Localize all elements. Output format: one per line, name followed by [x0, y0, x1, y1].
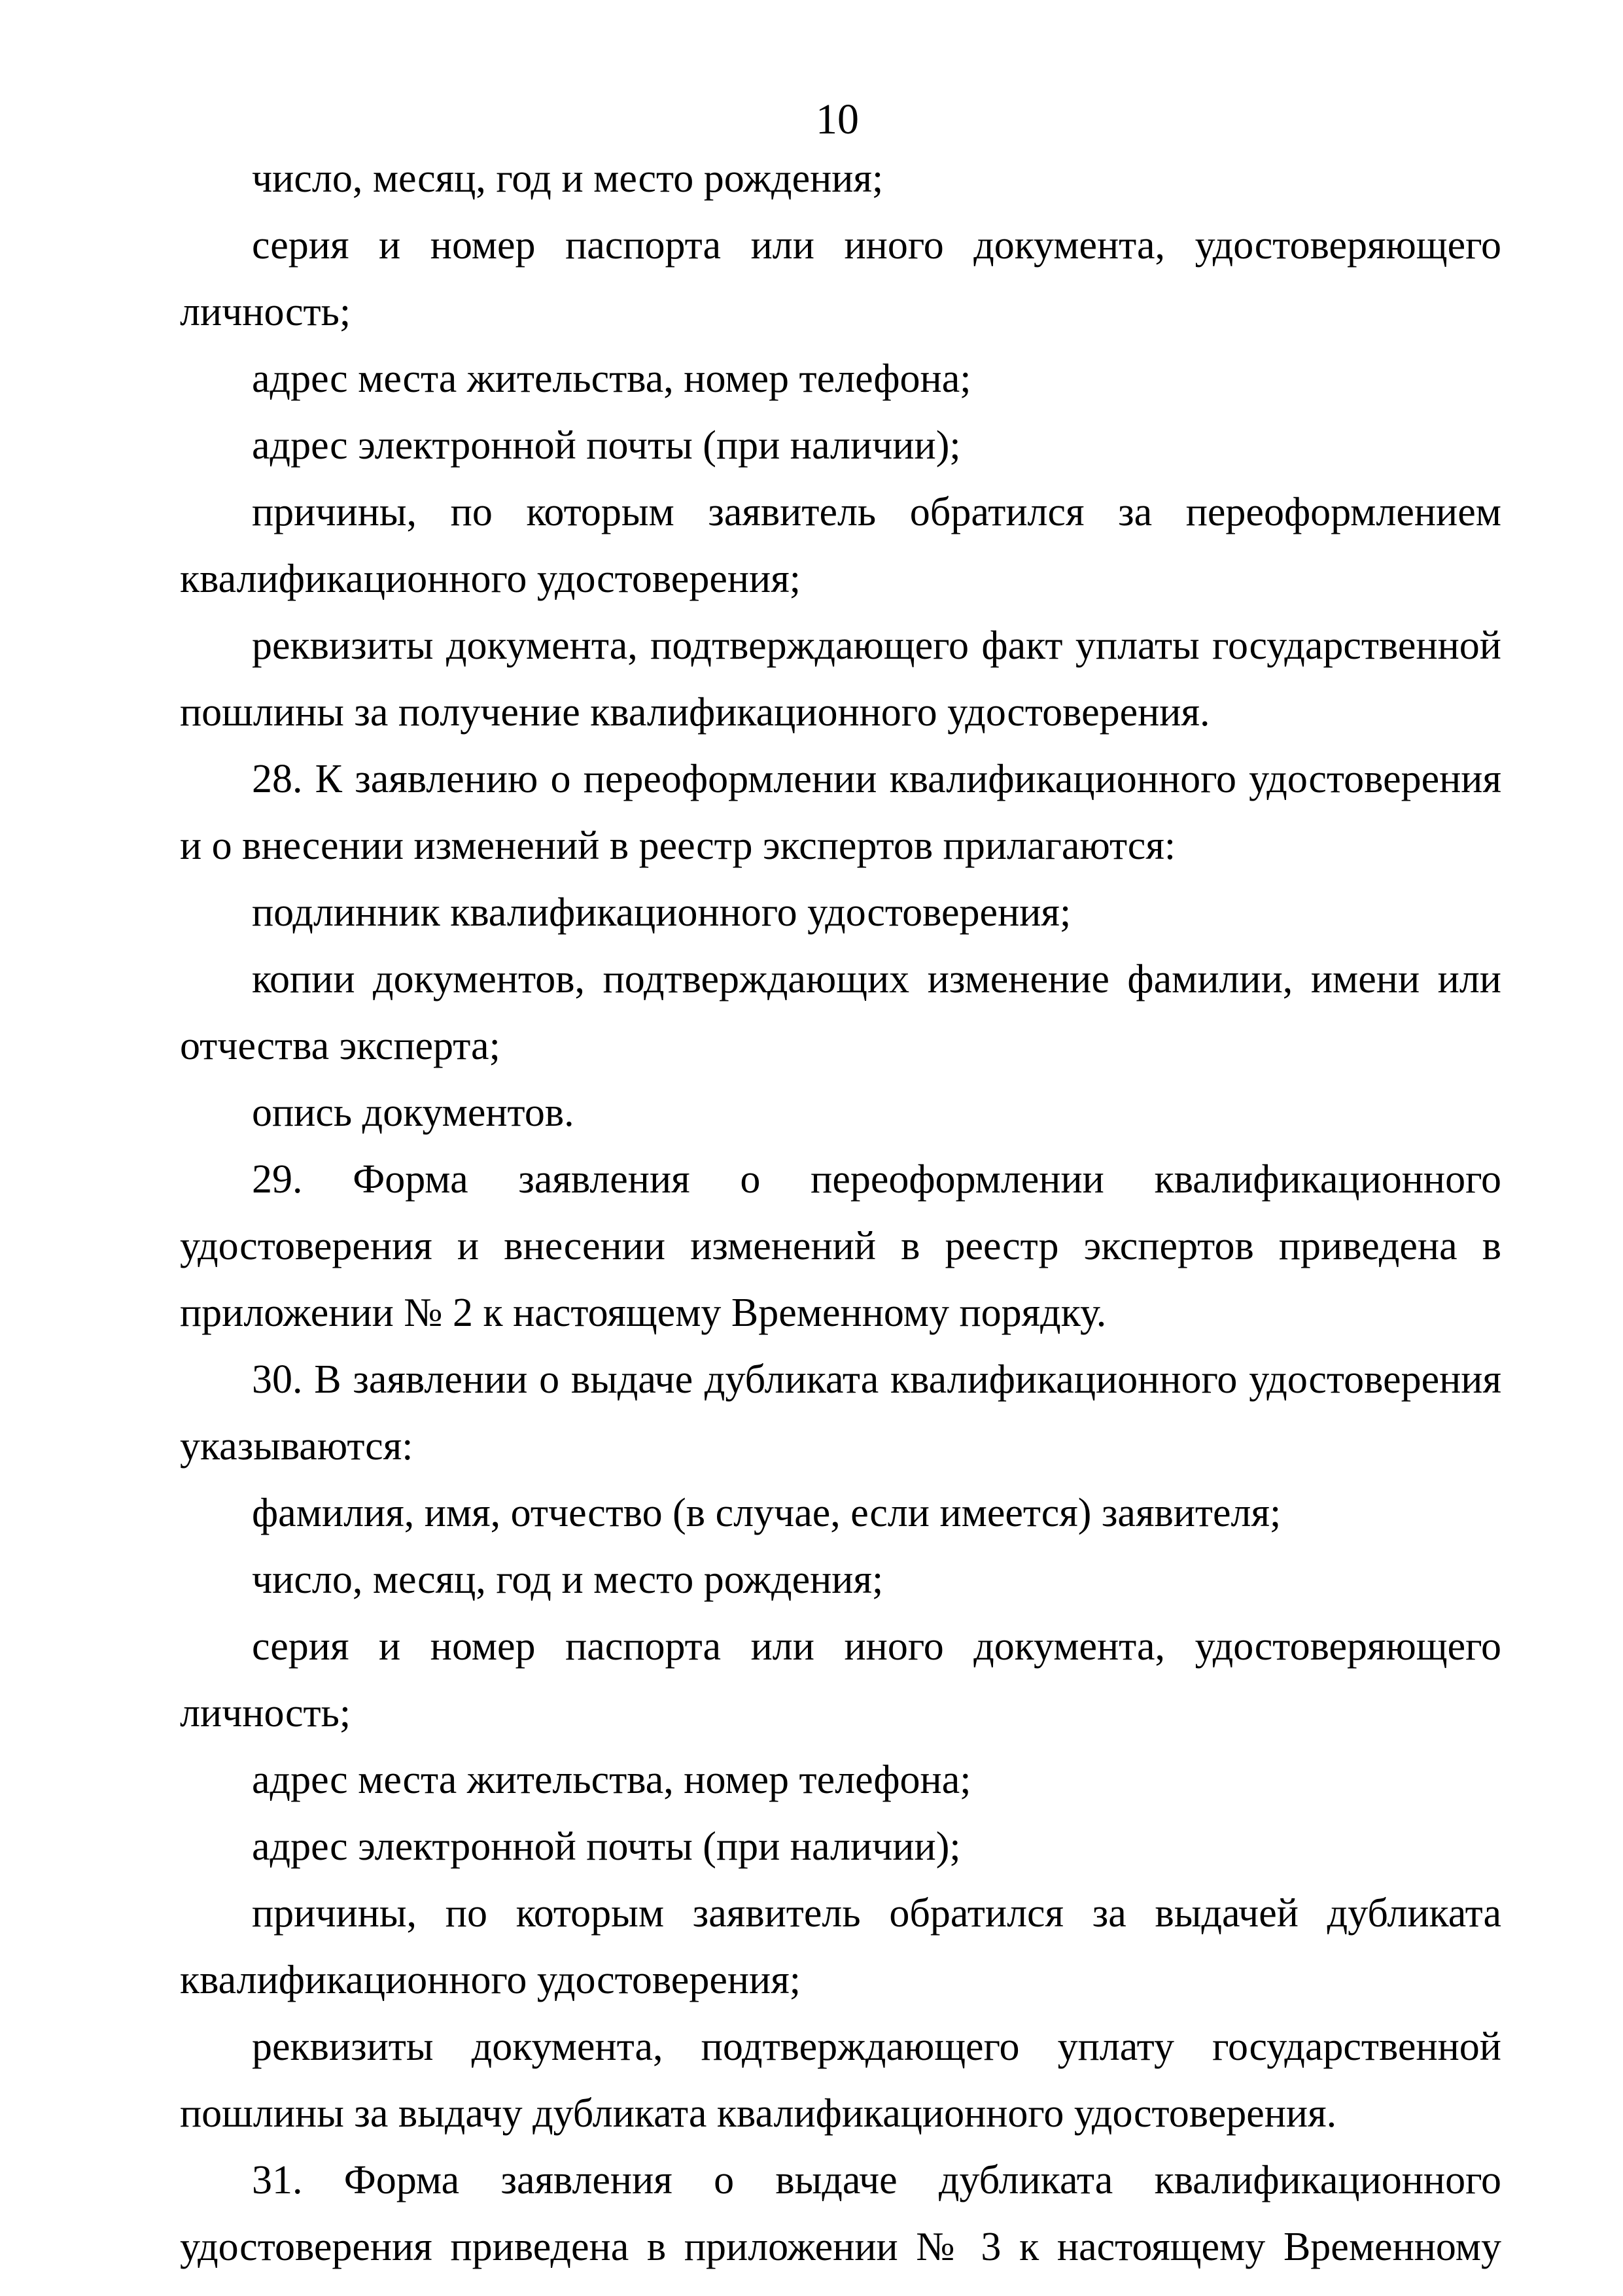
- paragraph: адрес места жительства, номер телефона;: [252, 357, 971, 401]
- paragraph: число, месяц, год и место рождения;: [252, 1557, 884, 1602]
- paragraph: реквизиты документа, подтверждающего уплату государственной пошлины за выдачу дубликата квалификационного удостоверения.: [180, 2025, 1501, 2136]
- paragraph: серия и номер паспорта или иного документа, удостоверяющего личность;: [180, 223, 1501, 334]
- document-body: [180, 145, 1501, 2280]
- paragraph-item-29: 29. Форма заявления о переоформлении квалификационного удостоверения и внесении изменений в реестр экспертов приведена в приложении № 2 к настоящему Временному порядку.: [180, 1157, 1501, 1335]
- paragraph-item-30: 30. В заявлении о выдаче дубликата квалификационного удостоверения указываются:: [180, 1357, 1501, 1469]
- paragraph: реквизиты документа, подтверждающего факт уплаты государственной пошлины за получение квалификационного удостоверения.: [180, 623, 1501, 735]
- paragraph: копии документов, подтверждающих изменение фамилии, имени или отчества эксперта;: [180, 957, 1501, 1068]
- paragraph: серия и номер паспорта или иного документа, удостоверяющего личность;: [180, 1624, 1501, 1735]
- paragraph: причины, по которым заявитель обратился за выдачей дубликата квалификационного удостоверения;: [180, 1891, 1501, 2002]
- paragraph-item-28: 28. К заявлению о переоформлении квалификационного удостоверения и о внесении изменений в реестр экспертов прилагаются:: [180, 757, 1501, 868]
- paragraph: фамилия, имя, отчество (в случае, если имеется) заявителя;: [252, 1491, 1282, 1535]
- paragraph-item-31: 31. Форма заявления о выдаче дубликата квалификационного удостоверения приведена в приложении № 3 к настоящему Временному: [180, 2158, 1501, 2269]
- page-number: 10: [816, 96, 859, 143]
- paragraph: опись документов.: [252, 1090, 574, 1135]
- paragraph: причины, по которым заявитель обратился за переоформлением квалификационного удостоверения;: [180, 490, 1501, 601]
- paragraph: адрес места жительства, номер телефона;: [252, 1758, 971, 1802]
- paragraph: адрес электронной почты (при наличии);: [252, 423, 961, 468]
- paragraph: адрес электронной почты (при наличии);: [252, 1824, 961, 1869]
- paragraph: число, месяц, год и место рождения;: [252, 156, 884, 201]
- paragraph: подлинник квалификационного удостоверения;: [252, 890, 1072, 935]
